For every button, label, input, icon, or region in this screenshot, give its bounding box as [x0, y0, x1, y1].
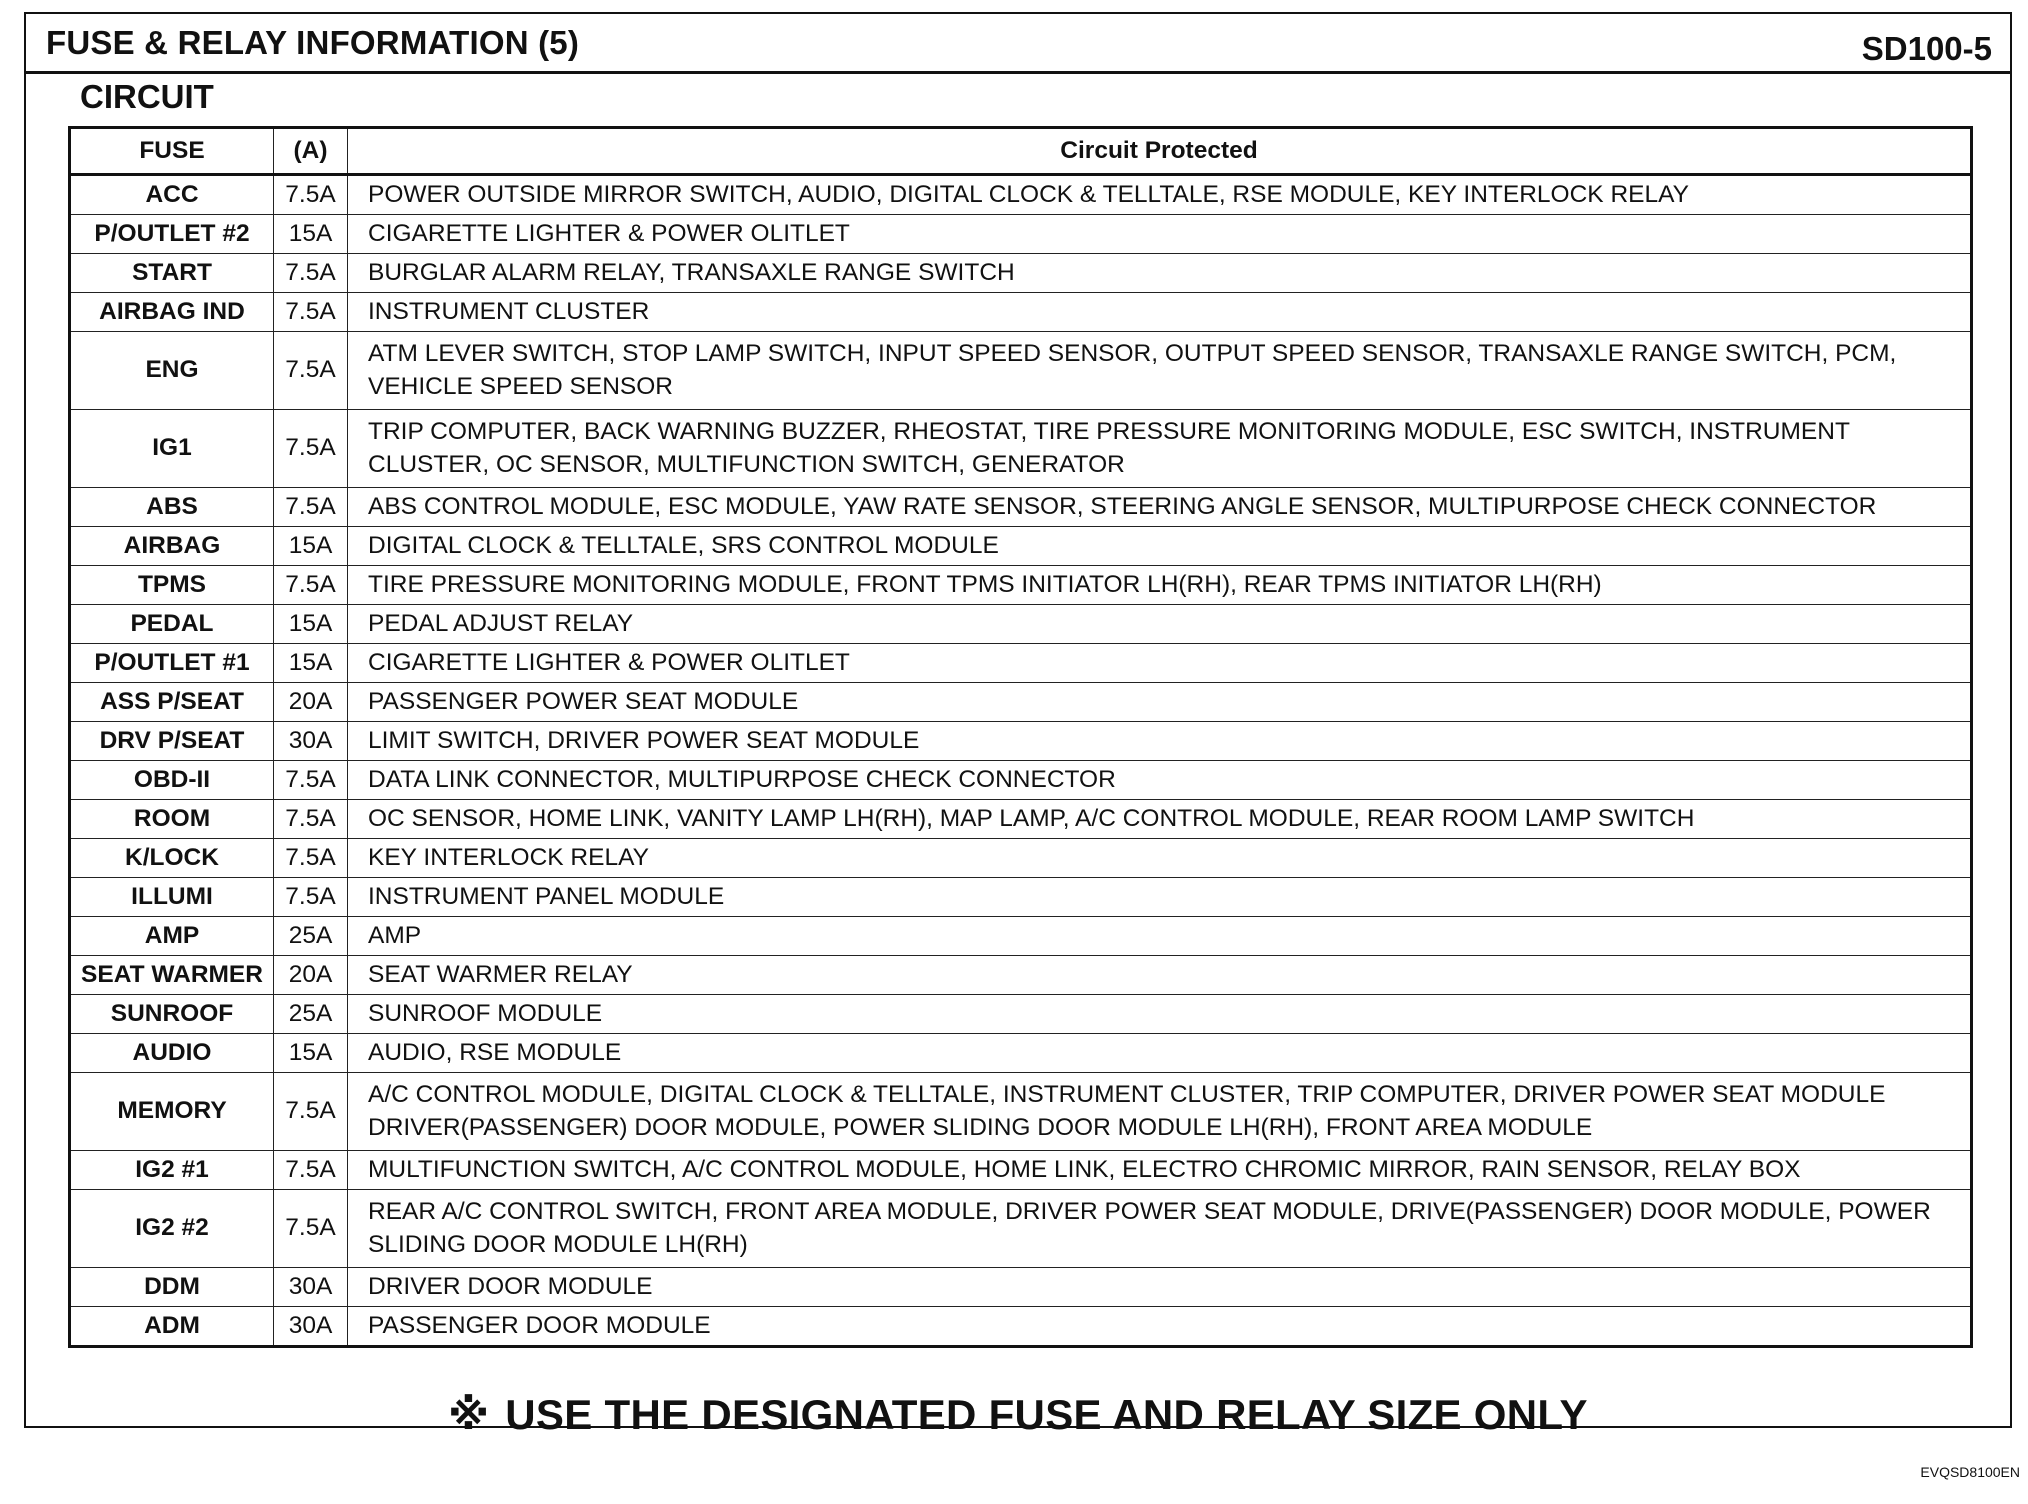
fuse-name: SUNROOF: [70, 995, 274, 1034]
fuse-name: ADM: [70, 1307, 274, 1347]
fuse-circuits: AMP: [348, 917, 1972, 956]
fuse-name: AUDIO: [70, 1034, 274, 1073]
fuse-name: OBD-II: [70, 761, 274, 800]
fuse-amps: 7.5A: [274, 254, 348, 293]
table-row: [70, 683, 1972, 722]
fuse-name: AIRBAG: [70, 527, 274, 566]
table-row: [70, 1307, 1972, 1347]
table-row: [70, 1190, 1972, 1268]
table-row: [70, 722, 1972, 761]
fuse-amps: 7.5A: [274, 878, 348, 917]
document-header: [26, 14, 2010, 74]
warning-note-text: USE THE DESIGNATED FUSE AND RELAY SIZE ONLY: [505, 1391, 1588, 1438]
fuse-amps: 25A: [274, 995, 348, 1034]
fuse-circuits: BURGLAR ALARM RELAY, TRANSAXLE RANGE SWITCH: [348, 254, 1972, 293]
fuse-amps: 7.5A: [274, 410, 348, 488]
fuse-circuits: AUDIO, RSE MODULE: [348, 1034, 1972, 1073]
fuse-circuits: MULTIFUNCTION SWITCH, A/C CONTROL MODULE, HOME LINK, ELECTRO CHROMIC MIRROR, RAIN SENSOR, RELAY BOX: [348, 1151, 1972, 1190]
fuse-circuits: REAR A/C CONTROL SWITCH, FRONT AREA MODULE, DRIVER POWER SEAT MODULE, DRIVE(PASSENGER) DOOR MODULE, POWER SLIDING DOOR MODULE LH(RH): [348, 1190, 1972, 1268]
fuse-amps: 7.5A: [274, 1190, 348, 1268]
fuse-amps: 30A: [274, 1307, 348, 1347]
section-label: CIRCUIT: [80, 78, 214, 115]
fuse-amps: 7.5A: [274, 293, 348, 332]
table-row: [70, 644, 1972, 683]
footer-code: EVQSD8100EN: [1920, 1464, 2020, 1480]
fuse-name: ENG: [70, 332, 274, 410]
fuse-circuits: CIGARETTE LIGHTER & POWER OLITLET: [348, 215, 1972, 254]
fuse-name: AMP: [70, 917, 274, 956]
fuse-amps: 7.5A: [274, 566, 348, 605]
fuse-name: DDM: [70, 1268, 274, 1307]
fuse-name: SEAT WARMER: [70, 956, 274, 995]
fuse-name: MEMORY: [70, 1073, 274, 1151]
fuse-circuits: DATA LINK CONNECTOR, MULTIPURPOSE CHECK CONNECTOR: [348, 761, 1972, 800]
fuse-circuits: POWER OUTSIDE MIRROR SWITCH, AUDIO, DIGITAL CLOCK & TELLTALE, RSE MODULE, KEY INTERLOCK RELAY: [348, 175, 1972, 215]
fuse-name: ROOM: [70, 800, 274, 839]
fuse-circuits: TRIP COMPUTER, BACK WARNING BUZZER, RHEOSTAT, TIRE PRESSURE MONITORING MODULE, ESC SWITCH, INSTRUMENT CLUSTER, OC SENSOR, MULTIFUNCTION SWITCH, GENERATOR: [348, 410, 1972, 488]
fuse-amps: 15A: [274, 527, 348, 566]
fuse-circuits: INSTRUMENT CLUSTER: [348, 293, 1972, 332]
column-header-circuits: Circuit Protected: [348, 128, 1972, 175]
fuse-amps: 7.5A: [274, 332, 348, 410]
fuse-circuits: SEAT WARMER RELAY: [348, 956, 1972, 995]
fuse-circuits: PASSENGER DOOR MODULE: [348, 1307, 1972, 1347]
document-title: FUSE & RELAY INFORMATION (5): [46, 24, 580, 61]
fuse-circuits: DRIVER DOOR MODULE: [348, 1268, 1972, 1307]
fuse-amps: 20A: [274, 683, 348, 722]
table-row: [70, 995, 1972, 1034]
table-row: [70, 917, 1972, 956]
fuse-name: ABS: [70, 488, 274, 527]
fuse-amps: 15A: [274, 644, 348, 683]
fuse-name: TPMS: [70, 566, 274, 605]
table-row: [70, 566, 1972, 605]
fuse-amps: 7.5A: [274, 488, 348, 527]
fuse-name: ASS P/SEAT: [70, 683, 274, 722]
table-row: [70, 956, 1972, 995]
table-row: [70, 1034, 1972, 1073]
warning-note: [26, 1390, 2010, 1439]
table-row: [70, 215, 1972, 254]
fuse-amps: 7.5A: [274, 1073, 348, 1151]
table-row: [70, 1151, 1972, 1190]
fuse-name: K/LOCK: [70, 839, 274, 878]
fuse-name: P/OUTLET #2: [70, 215, 274, 254]
fuse-amps: 15A: [274, 605, 348, 644]
table-row: [70, 488, 1972, 527]
fuse-name: START: [70, 254, 274, 293]
table-row: [70, 332, 1972, 410]
table-row: [70, 761, 1972, 800]
table-row: [70, 293, 1972, 332]
table-header-row: [70, 128, 1972, 175]
table-row: [70, 800, 1972, 839]
table-row: [70, 175, 1972, 215]
fuse-name: IG2 #2: [70, 1190, 274, 1268]
fuse-circuits: ATM LEVER SWITCH, STOP LAMP SWITCH, INPUT SPEED SENSOR, OUTPUT SPEED SENSOR, TRANSAXLE RANGE SWITCH, PCM, VEHICLE SPEED SENSOR: [348, 332, 1972, 410]
fuse-name: IG2 #1: [70, 1151, 274, 1190]
fuse-circuits: DIGITAL CLOCK & TELLTALE, SRS CONTROL MODULE: [348, 527, 1972, 566]
fuse-amps: 7.5A: [274, 175, 348, 215]
fuse-name: PEDAL: [70, 605, 274, 644]
fuse-amps: 7.5A: [274, 800, 348, 839]
fuse-circuits: PEDAL ADJUST RELAY: [348, 605, 1972, 644]
table-row: [70, 605, 1972, 644]
fuse-name: ACC: [70, 175, 274, 215]
table-row: [70, 1268, 1972, 1307]
fuse-circuits: INSTRUMENT PANEL MODULE: [348, 878, 1972, 917]
fuse-name: AIRBAG IND: [70, 293, 274, 332]
fuse-table: [68, 126, 1973, 1348]
fuse-circuits: ABS CONTROL MODULE, ESC MODULE, YAW RATE SENSOR, STEERING ANGLE SENSOR, MULTIPURPOSE CHECK CONNECTOR: [348, 488, 1972, 527]
document-frame: [24, 12, 2012, 1439]
fuse-circuits: TIRE PRESSURE MONITORING MODULE, FRONT TPMS INITIATOR LH(RH), REAR TPMS INITIATOR LH(RH): [348, 566, 1972, 605]
fuse-circuits: A/C CONTROL MODULE, DIGITAL CLOCK & TELLTALE, INSTRUMENT CLUSTER, TRIP COMPUTER, DRIVER POWER SEAT MODULE DRIVER(PASSENGER) DOOR MODULE, POWER SLIDING DOOR MODULE LH(RH), FRONT AREA MODULE: [348, 1073, 1972, 1151]
fuse-name: IG1: [70, 410, 274, 488]
fuse-circuits: OC SENSOR, HOME LINK, VANITY LAMP LH(RH), MAP LAMP, A/C CONTROL MODULE, REAR ROOM LAMP SWITCH: [348, 800, 1972, 839]
table-row: [70, 839, 1972, 878]
fuse-circuits: CIGARETTE LIGHTER & POWER OLITLET: [348, 644, 1972, 683]
fuse-amps: 25A: [274, 917, 348, 956]
table-row: [70, 254, 1972, 293]
fuse-amps: 15A: [274, 1034, 348, 1073]
table-row: [70, 1073, 1972, 1151]
fuse-amps: 15A: [274, 215, 348, 254]
reference-mark-icon: ※: [448, 1390, 490, 1439]
fuse-amps: 30A: [274, 1268, 348, 1307]
fuse-circuits: SUNROOF MODULE: [348, 995, 1972, 1034]
fuse-amps: 20A: [274, 956, 348, 995]
column-header-fuse: FUSE: [70, 128, 274, 175]
fuse-circuits: PASSENGER POWER SEAT MODULE: [348, 683, 1972, 722]
table-row: [70, 527, 1972, 566]
fuse-amps: 7.5A: [274, 761, 348, 800]
fuse-circuits: KEY INTERLOCK RELAY: [348, 839, 1972, 878]
fuse-name: P/OUTLET #1: [70, 644, 274, 683]
table-row: [70, 878, 1972, 917]
table-row: [70, 410, 1972, 488]
fuse-circuits: LIMIT SWITCH, DRIVER POWER SEAT MODULE: [348, 722, 1972, 761]
fuse-amps: 7.5A: [274, 839, 348, 878]
document-code: SD100-5: [1861, 30, 1992, 67]
column-header-amps: (A): [274, 128, 348, 175]
fuse-name: DRV P/SEAT: [70, 722, 274, 761]
fuse-name: ILLUMI: [70, 878, 274, 917]
fuse-amps: 30A: [274, 722, 348, 761]
fuse-amps: 7.5A: [274, 1151, 348, 1190]
